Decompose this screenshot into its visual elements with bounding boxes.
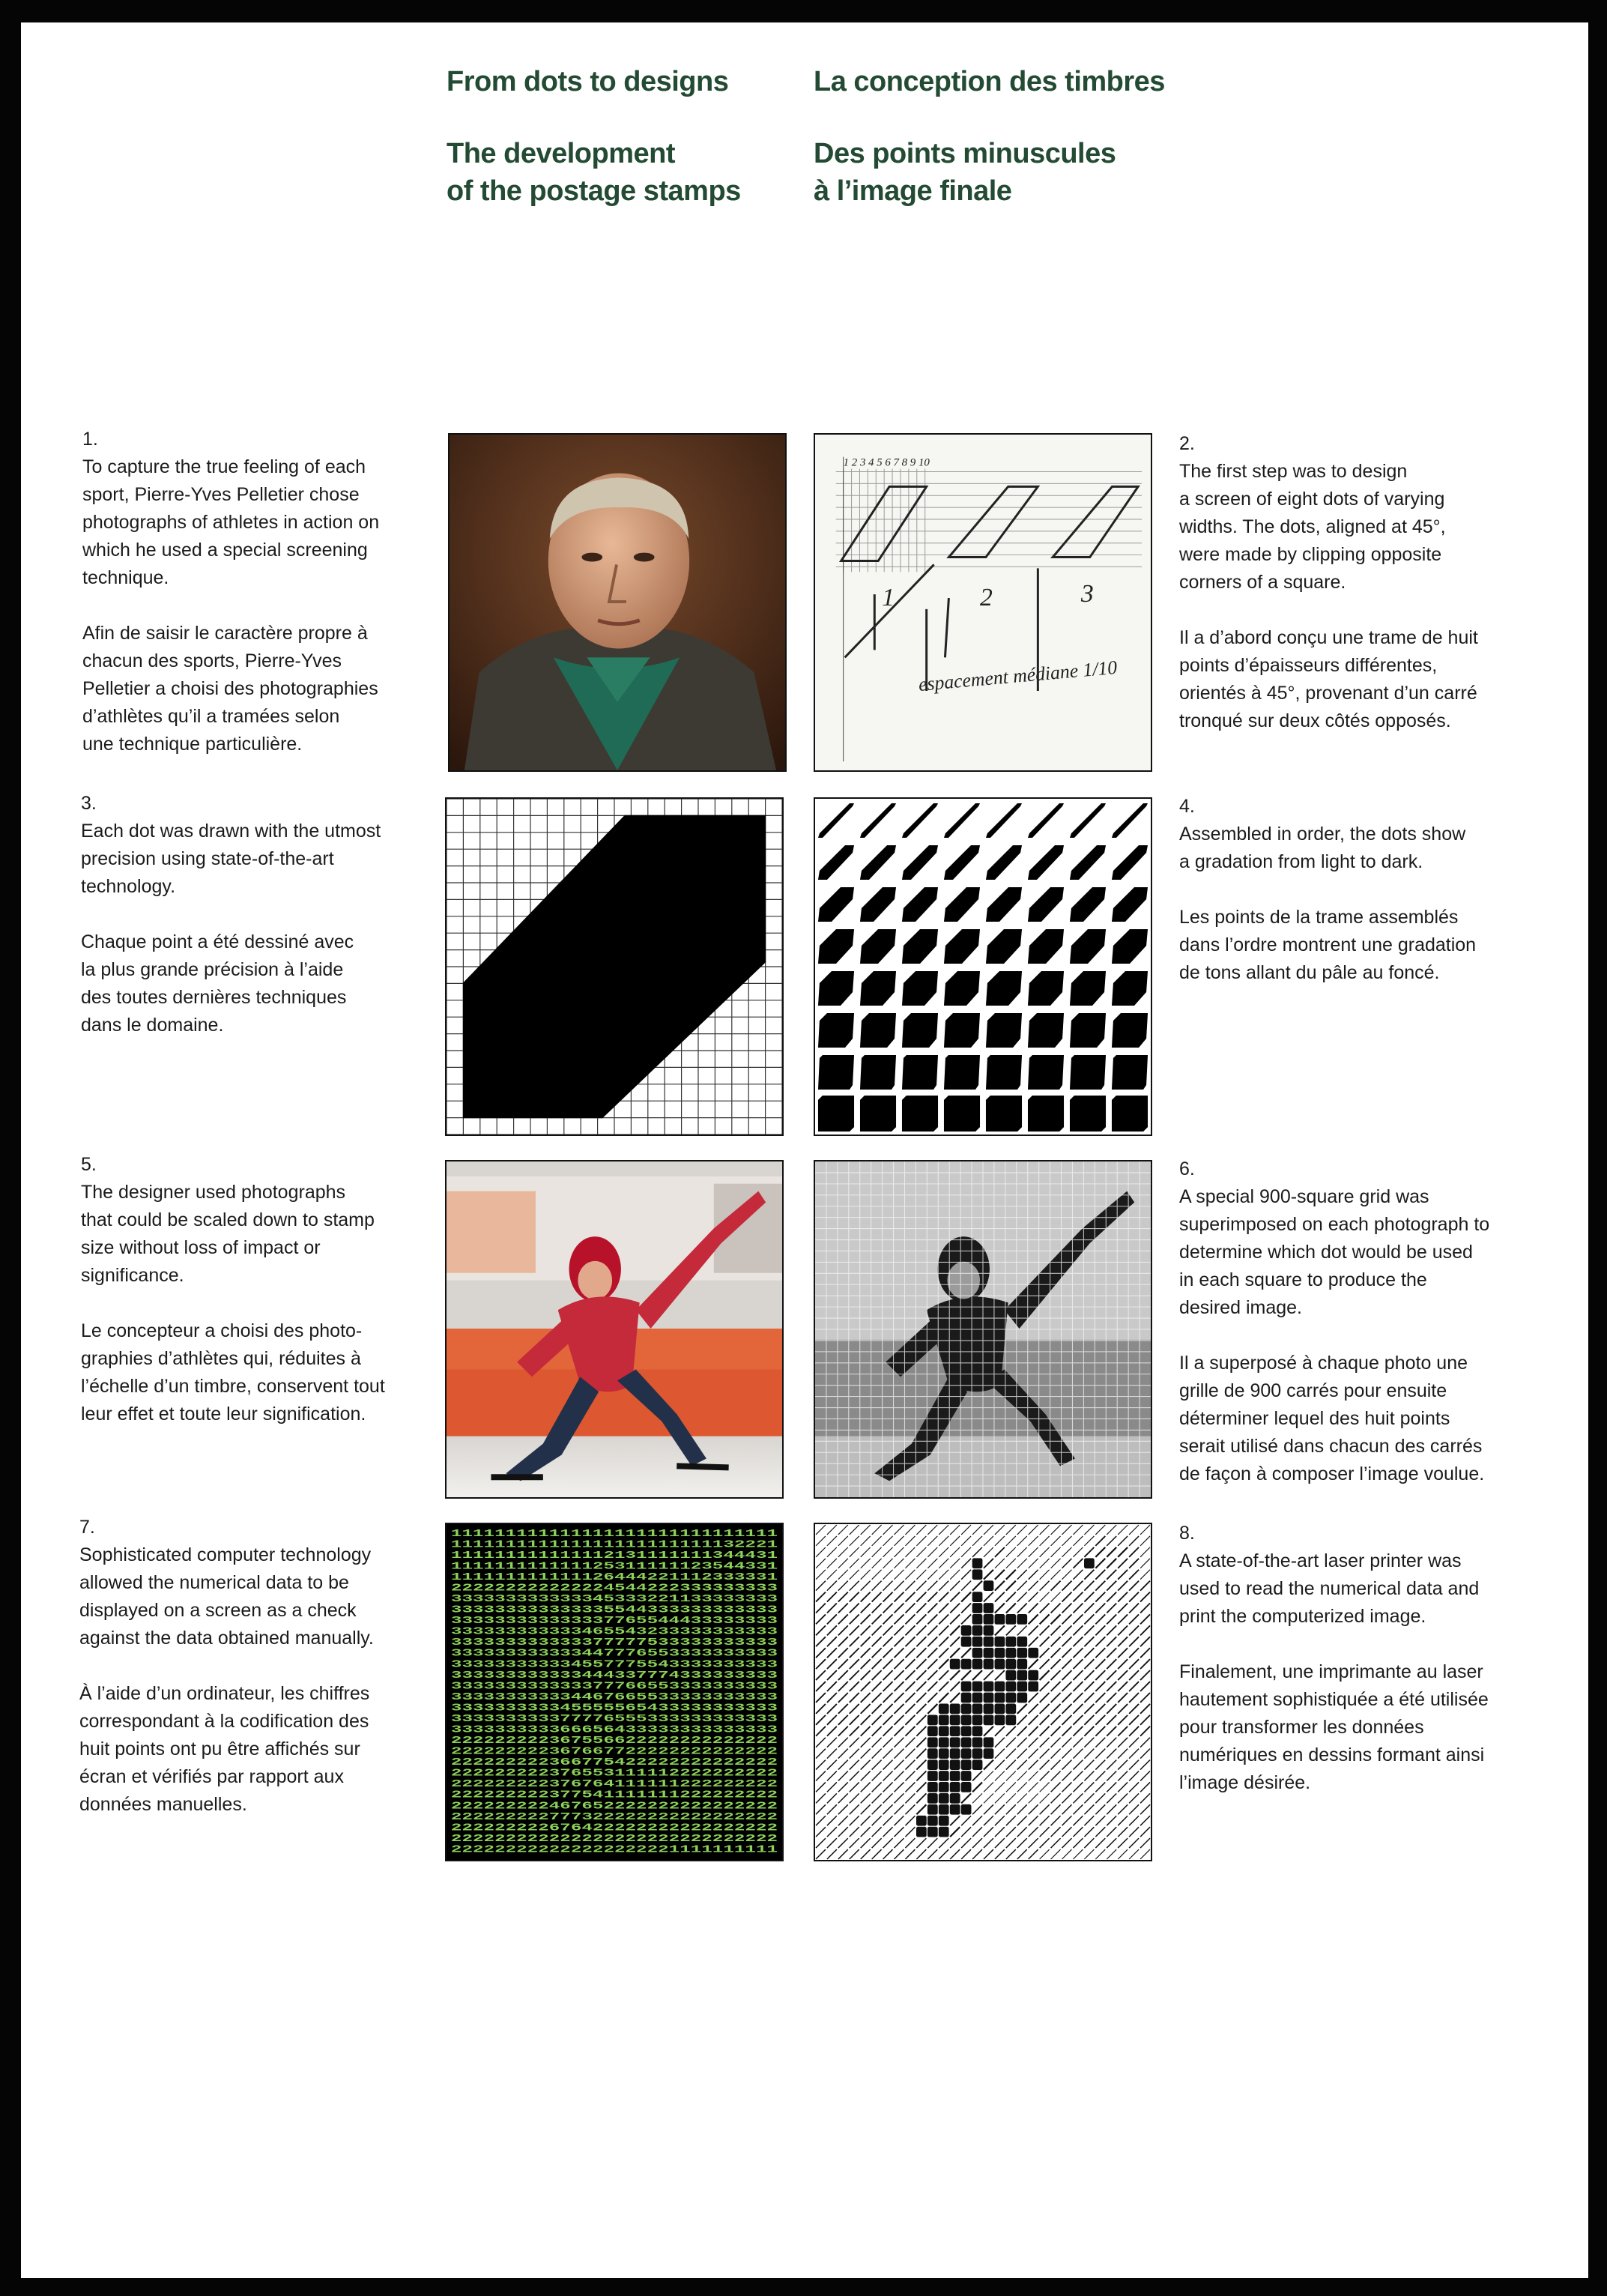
step-4-french: Les points de la trame assemblés dans l’ordre montrent une gradation de tons allant du pâle au foncé. — [1179, 907, 1477, 983]
step-2-text — [1179, 430, 1569, 735]
step-2-french: Il a d’abord conçu une trame de huit points d’épaisseurs différentes, orientés à 45°, provenant d’un carré tronqué sur deux côtés opposés. — [1179, 627, 1478, 731]
skater-illustration — [447, 1161, 782, 1497]
step-8-text — [1179, 1520, 1576, 1797]
step-number: 4. — [1179, 796, 1195, 817]
screen-digit-row: 333333333334467665533333333333 — [450, 1691, 778, 1703]
screen-digit-row: 111111111111112131111111344431 — [450, 1549, 778, 1562]
step-1-english: To capture the true feeling of each sport, Pierre-Yves Pelletier chose photographs of athletes in action on which he used a special screening technique. — [82, 456, 380, 588]
step-6-french: Il a superposé à chaque photo une grille de 900 carrés pour ensuite déterminer lequel des huit points serait utilisé dans chacun des carrés de façon à composer l’image voulue. — [1179, 1353, 1485, 1484]
gradation-drawing — [815, 799, 1151, 1135]
screen-digit-row: 333333333334557775543333333333 — [450, 1658, 778, 1671]
sketch-label-1: 1 — [882, 583, 895, 611]
sketch-label-3: 3 — [1080, 580, 1094, 608]
step-6-text — [1179, 1155, 1576, 1488]
step-number: 2. — [1179, 433, 1195, 454]
sketch-ruler-digits: 1 2 3 4 5 6 7 8 9 10 — [843, 456, 930, 469]
step-5-text — [81, 1151, 441, 1428]
step-7-french: À l’aide d’un ordinateur, les chiffres correspondant à la codification des huit points ont pu être affichés sur écran et vérifiés par rapport aux données manuelles. — [79, 1683, 370, 1815]
screen-digit-row: 333333333333337765544433333333 — [450, 1615, 778, 1628]
screen-digit-row: 111111111111111111111111111111 — [450, 1527, 778, 1540]
heading-en-subtitle-line1: The development — [447, 138, 675, 169]
screen-digit-row: 222222222376553111112222222222 — [450, 1767, 778, 1780]
screen-digit-row: 333333333333444337774333333333 — [450, 1669, 778, 1682]
screen-digit-row: 222222222366775422222222222222 — [450, 1756, 778, 1769]
skater-grid-illustration — [815, 1161, 1151, 1497]
screen-digit-row: 333333333377776555333333333333 — [450, 1712, 778, 1725]
screen-digit-row: 222222222367667722222222222222 — [450, 1745, 778, 1758]
screen-digit-row: 333333333333377777533333333333 — [450, 1637, 778, 1649]
document-page — [21, 22, 1588, 2278]
step-2-english: The first step was to design a screen of eight dots of varying widths. The dots, aligned at 45°, were made by clipping opposite corners of a square. — [1179, 461, 1446, 593]
step-3-text — [81, 790, 433, 1039]
screen-digit-row: 111111111111111111111111132221 — [450, 1538, 778, 1551]
heading-en-subtitle-line2: of the postage stamps — [447, 175, 741, 207]
portrait-photo — [448, 433, 787, 772]
screen-digit-row: 333333333333447776553333333333 — [450, 1647, 778, 1660]
heading-en-title: From dots to designs — [447, 66, 729, 97]
heading-french — [814, 63, 1165, 210]
digit-screen — [445, 1523, 784, 1861]
step-7-text — [79, 1514, 439, 1819]
step-6-english: A special 900-square grid was superimposed on each photograph to determine which dot would be used in each square to produce the desired image. — [1179, 1186, 1490, 1318]
heading-english — [447, 63, 741, 210]
step-5-english: The designer used photographs that could be scaled down to stamp size without loss of impact or significance. — [81, 1182, 375, 1286]
step-7-english: Sophisticated computer technology allowed the numerical data to be displayed on a screen as a check against the data obtained manually. — [79, 1544, 374, 1649]
sketch-caption: espacement médiane 1/10 — [917, 656, 1119, 695]
screen-digit-row: 222222222222222222221111111111 — [450, 1843, 778, 1856]
single-dot-drawing — [447, 799, 782, 1135]
screen-digit-row: 222222222222224544222333333333 — [450, 1582, 778, 1595]
step-1-text — [82, 426, 435, 758]
screen-digit-row: 222222222777322222222222222222 — [450, 1810, 778, 1823]
step-4-text — [1179, 793, 1569, 987]
screen-digit-row: 333333333333345333221133333333 — [450, 1593, 778, 1606]
digit-screen-display — [447, 1524, 782, 1860]
screen-digit-row: 222222222377541111111222222222 — [450, 1789, 778, 1801]
step-3-french: Chaque point a été dessiné avec la plus grande précision à l’aide des toutes dernières techniques dans le domaine. — [81, 931, 354, 1036]
dot-sketch — [814, 433, 1152, 772]
laser-print-drawing — [815, 1524, 1151, 1860]
step-number: 8. — [1179, 1523, 1195, 1544]
screen-digit-row: 222222222222222222222222222222 — [450, 1832, 778, 1845]
screen-digit-row: 333333333333335544333333333333 — [450, 1604, 778, 1616]
step-number: 3. — [81, 793, 97, 814]
screen-digit-row: 333333333333465543233333333333 — [450, 1625, 778, 1638]
skater-grid-photo — [814, 1160, 1152, 1499]
heading-fr-title: La conception des timbres — [814, 66, 1165, 97]
screen-digit-row: 222222222467652222222222222222 — [450, 1800, 778, 1813]
sketch-label-2: 2 — [980, 583, 993, 611]
step-number: 6. — [1179, 1158, 1195, 1179]
step-3-english: Each dot was drawn with the utmost precision using state-of-the-art technology. — [81, 821, 381, 897]
screen-digit-row: 222222222676422222222222222222 — [450, 1822, 778, 1834]
skater-photo — [445, 1160, 784, 1499]
step-5-french: Le concepteur a choisi des photo- graphies d’athlètes qui, réduites à l’échelle d’un timbre, conservent tout leur effet et toute leur signification. — [81, 1320, 385, 1425]
step-number: 1. — [82, 429, 98, 450]
step-4-english: Assembled in order, the dots show a gradation from light to dark. — [1179, 824, 1466, 872]
step-8-english: A state-of-the-art laser printer was used to read the numerical data and print the computerized image. — [1179, 1550, 1480, 1627]
screen-digit-row: 333333333345555565433333333333 — [450, 1702, 778, 1715]
screen-digit-row: 333333333366656433333333333333 — [450, 1723, 778, 1736]
heading-fr-subtitle-line2: à l’image finale — [814, 175, 1012, 207]
single-dot-grid — [445, 797, 784, 1136]
dot-gradation — [814, 797, 1152, 1136]
step-number: 7. — [79, 1517, 95, 1538]
screen-digit-row: 111111111111126444221112333331 — [450, 1571, 778, 1584]
screen-digit-row: 222222222367556622222222222222 — [450, 1735, 778, 1747]
sketch-drawing — [815, 435, 1151, 770]
screen-digit-row: 222222222376764111111222222222 — [450, 1778, 778, 1791]
screen-digit-row: 333333333333377766553333333333 — [450, 1680, 778, 1693]
step-1-french: Afin de saisir le caractère propre à chacun des sports, Pierre-Yves Pelletier a choisi des photographies d’athlètes qu’il a tramées selon une technique particulière. — [82, 623, 378, 755]
screen-digit-row: 111111111111125311111123544331 — [450, 1560, 778, 1573]
heading-fr-subtitle-line1: Des points minuscules — [814, 138, 1116, 169]
step-8-french: Finalement, une imprimante au laser hautement sophistiquée a été utilisée pour transformer les données numériques en dessins formant ainsi l’image désirée. — [1179, 1661, 1489, 1793]
laser-printed-image — [814, 1523, 1152, 1861]
portrait-illustration — [450, 435, 785, 770]
step-number: 5. — [81, 1154, 97, 1175]
